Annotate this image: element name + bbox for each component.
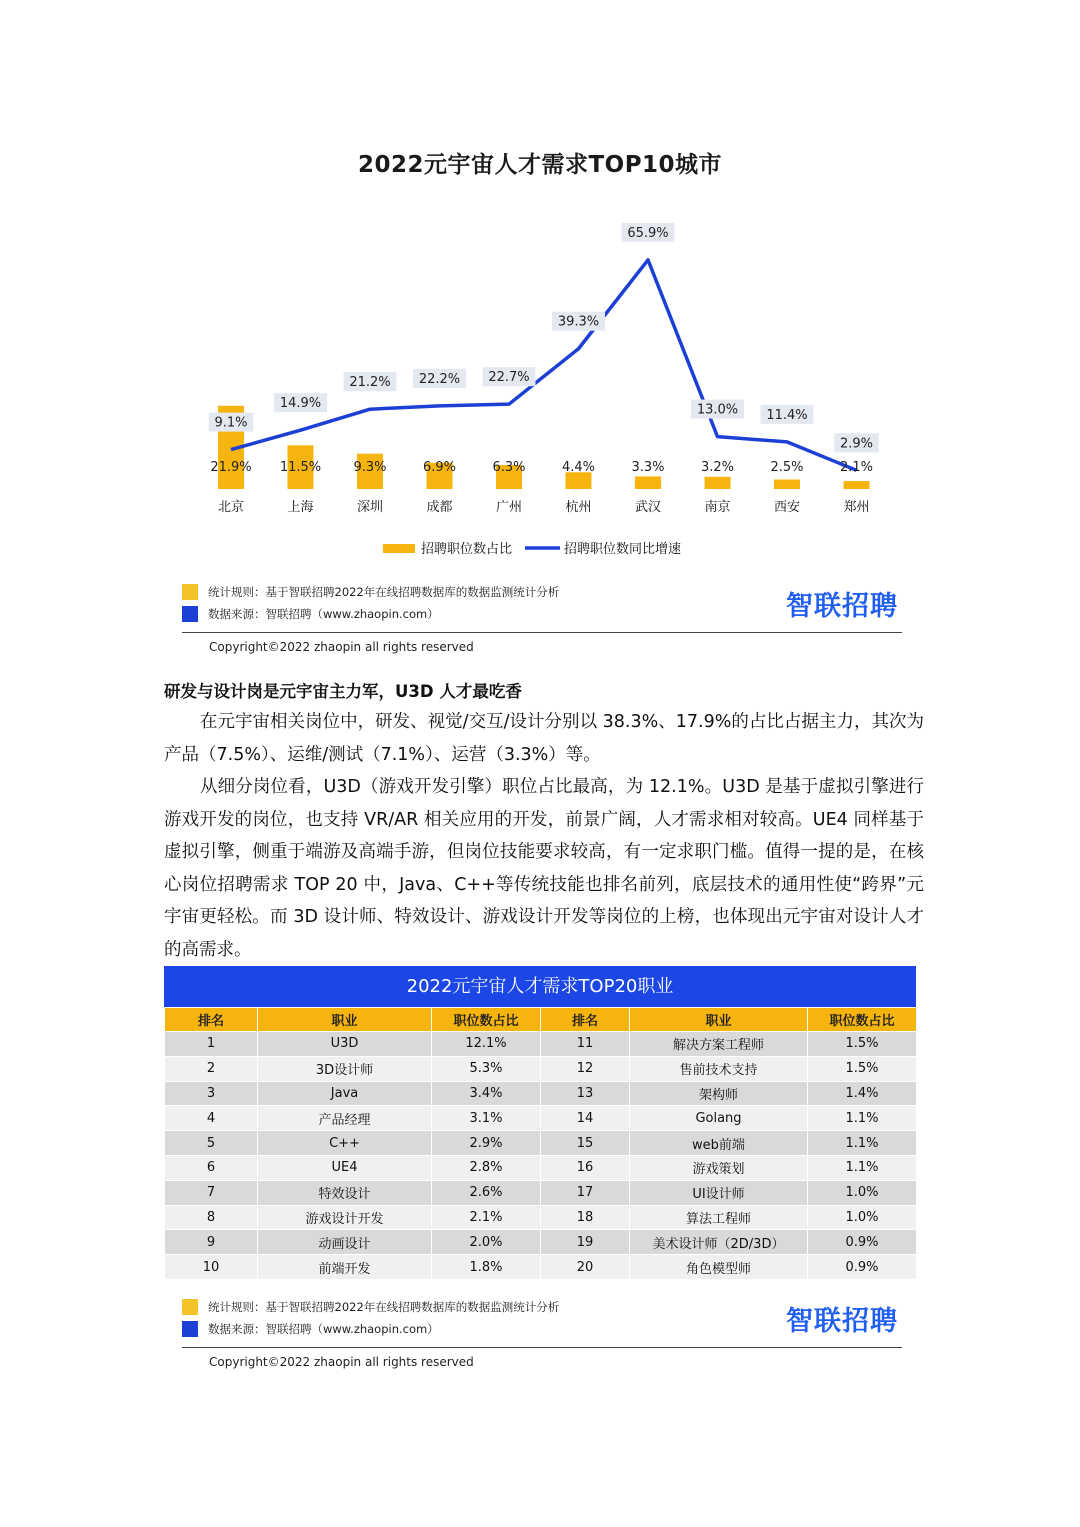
rank-cell: 20 bbox=[541, 1255, 630, 1280]
rank-cell: 6 bbox=[165, 1155, 258, 1180]
line-label: 65.9% bbox=[627, 225, 669, 241]
rank-cell: 10 bbox=[165, 1255, 258, 1280]
job-cell: Golang bbox=[630, 1106, 808, 1131]
share-cell: 1.1% bbox=[808, 1155, 917, 1180]
bar-label: 3.2% bbox=[700, 460, 735, 475]
line-series bbox=[231, 260, 857, 470]
divider bbox=[182, 632, 902, 633]
rank-cell: 3 bbox=[165, 1081, 258, 1106]
city-demand-chart bbox=[180, 195, 900, 565]
job-cell: 解决方案工程师 bbox=[630, 1032, 808, 1057]
header-share-1: 职位数占比 bbox=[432, 1008, 541, 1032]
line-label: 14.9% bbox=[279, 396, 322, 412]
job-cell: 角色模型师 bbox=[630, 1255, 808, 1280]
rank-cell: 17 bbox=[541, 1180, 630, 1205]
share-cell: 2.6% bbox=[432, 1180, 541, 1205]
rank-cell: 12 bbox=[541, 1056, 630, 1081]
zhaopin-logo: 智联招聘 bbox=[786, 1306, 898, 1337]
job-cell: UI设计师 bbox=[630, 1180, 808, 1205]
line-label: 22.2% bbox=[418, 371, 461, 387]
data-source-text: 数据来源：智联招聘（www.zhaopin.com） bbox=[208, 1322, 439, 1336]
share-cell: 0.9% bbox=[808, 1255, 917, 1280]
bar-label: 4.4% bbox=[561, 460, 596, 475]
legend-bar-swatch bbox=[383, 544, 415, 553]
zhaopin-logo: 智联招聘 bbox=[786, 591, 898, 622]
bar-label: 6.9% bbox=[422, 460, 457, 475]
share-cell: 12.1% bbox=[432, 1032, 541, 1057]
job-cell: 游戏策划 bbox=[630, 1155, 808, 1180]
job-cell: 售前技术支持 bbox=[630, 1056, 808, 1081]
job-cell: 前端开发 bbox=[258, 1255, 432, 1280]
category-label: 西安 bbox=[773, 500, 801, 515]
line-label: 11.4% bbox=[766, 407, 808, 423]
rank-cell: 18 bbox=[541, 1205, 630, 1230]
job-cell: U3D bbox=[258, 1032, 432, 1057]
chart-legend bbox=[383, 541, 681, 557]
bar-label: 11.5% bbox=[279, 460, 322, 475]
share-cell: 3.1% bbox=[432, 1106, 541, 1131]
share-cell: 5.3% bbox=[432, 1056, 541, 1081]
line-data-labels bbox=[209, 223, 879, 452]
table-body bbox=[165, 1032, 917, 1280]
share-cell: 1.5% bbox=[808, 1032, 917, 1057]
table-row bbox=[165, 1131, 917, 1156]
stat-rule-text: 统计规则：基于智联招聘2022年在线招聘数据库的数据监测统计分析 bbox=[208, 1300, 560, 1314]
table-row bbox=[165, 1205, 917, 1230]
table-row bbox=[165, 1081, 917, 1106]
rank-cell: 16 bbox=[541, 1155, 630, 1180]
table-row bbox=[165, 1180, 917, 1205]
rank-cell: 9 bbox=[165, 1230, 258, 1255]
jobs-table bbox=[164, 1007, 917, 1280]
table-row bbox=[165, 1155, 917, 1180]
copyright-text: Copyright©2022 zhaopin all rights reserved bbox=[209, 1355, 474, 1369]
growth-line bbox=[231, 260, 857, 470]
bar-南京 bbox=[705, 477, 731, 489]
header-rank-2: 排名 bbox=[541, 1008, 630, 1032]
category-label: 广州 bbox=[495, 500, 523, 515]
chart-title: 2022元宇宙人才需求TOP10城市 bbox=[357, 152, 723, 178]
table-header-row bbox=[165, 1008, 917, 1032]
category-label: 南京 bbox=[704, 500, 731, 515]
legend-line-label: 招聘职位数同比增速 bbox=[564, 542, 682, 557]
bar-data-labels bbox=[210, 460, 873, 475]
job-cell: 产品经理 bbox=[258, 1106, 432, 1131]
rank-cell: 4 bbox=[165, 1106, 258, 1131]
article-heading: 研发与设计岗是元宇宙主力军，U3D 人才最吃香 bbox=[164, 682, 522, 701]
table-row bbox=[165, 1255, 917, 1280]
yellow-legend-square bbox=[182, 584, 198, 600]
share-cell: 1.4% bbox=[808, 1081, 917, 1106]
line-label: 13.0% bbox=[696, 402, 739, 418]
rank-cell: 19 bbox=[541, 1230, 630, 1255]
share-cell: 2.0% bbox=[432, 1230, 541, 1255]
share-cell: 1.0% bbox=[808, 1180, 917, 1205]
job-cell: C++ bbox=[258, 1131, 432, 1156]
rank-cell: 15 bbox=[541, 1131, 630, 1156]
bar-武汉 bbox=[635, 476, 661, 489]
job-cell: 游戏设计开发 bbox=[258, 1205, 432, 1230]
line-label: 2.9% bbox=[839, 436, 874, 452]
job-cell: 算法工程师 bbox=[630, 1205, 808, 1230]
legend-bar-label: 招聘职位数占比 bbox=[421, 542, 513, 557]
category-label: 北京 bbox=[217, 500, 245, 515]
divider bbox=[182, 1347, 902, 1348]
rank-cell: 5 bbox=[165, 1131, 258, 1156]
job-cell: 3D设计师 bbox=[258, 1056, 432, 1081]
category-label: 成都 bbox=[426, 500, 453, 515]
category-labels bbox=[218, 499, 870, 515]
line-label: 22.7% bbox=[488, 370, 530, 386]
article-paragraph-2: 从细分岗位看，U3D（游戏开发引擎）职位占比最高，为 12.1%。U3D 是基于虚拟引擎进行游戏开发的岗位，也支持 VR/AR 相关应用的开发，前景广阔，人才需求相对较高。UE4 同样基于虚拟引擎，侧重于端游及高端手游，但岗位技能要求较高，有一定求职门槛。值得一提的是，在核心岗位招聘需求 TOP 20 中，Java、C++等传统技能也排名前列，底层技术的通用性使“跨界”元宇宙更轻松。而 3D 设计师、特效设计、游戏设计开发等岗位的上榜，也体现出元宇宙对设计人才的高需求。 bbox=[164, 777, 924, 960]
share-cell: 2.8% bbox=[432, 1155, 541, 1180]
table-row bbox=[165, 1032, 917, 1057]
header-job-2: 职业 bbox=[630, 1008, 808, 1032]
share-cell: 1.0% bbox=[808, 1205, 917, 1230]
rank-cell: 7 bbox=[165, 1180, 258, 1205]
rank-cell: 11 bbox=[541, 1032, 630, 1057]
header-job-1: 职业 bbox=[258, 1008, 432, 1032]
rank-cell: 2 bbox=[165, 1056, 258, 1081]
share-cell: 1.1% bbox=[808, 1131, 917, 1156]
blue-legend-square bbox=[182, 606, 198, 622]
bar-label: 6.3% bbox=[492, 460, 526, 475]
header-rank-1: 排名 bbox=[165, 1008, 258, 1032]
share-cell: 1.5% bbox=[808, 1056, 917, 1081]
share-cell: 1.8% bbox=[432, 1255, 541, 1280]
bar-郑州 bbox=[844, 481, 870, 489]
category-label: 郑州 bbox=[843, 500, 870, 515]
data-source-text: 数据来源：智联招聘（www.zhaopin.com） bbox=[208, 607, 439, 621]
table-row bbox=[165, 1230, 917, 1255]
share-cell: 2.9% bbox=[432, 1131, 541, 1156]
job-cell: 美术设计师（2D/3D） bbox=[630, 1230, 808, 1255]
job-cell: web前端 bbox=[630, 1131, 808, 1156]
table-title: 2022元宇宙人才需求TOP20职业 bbox=[164, 966, 916, 1007]
copyright-text: Copyright©2022 zhaopin all rights reserved bbox=[209, 640, 474, 654]
share-cell: 0.9% bbox=[808, 1230, 917, 1255]
job-cell: UE4 bbox=[258, 1155, 432, 1180]
header-share-2: 职位数占比 bbox=[808, 1008, 917, 1032]
job-cell: 特效设计 bbox=[258, 1180, 432, 1205]
category-label: 上海 bbox=[287, 500, 314, 515]
bar-西安 bbox=[774, 480, 800, 490]
top20-table bbox=[164, 966, 916, 1280]
article-paragraph-1: 在元宇宙相关岗位中，研发、视觉/交互/设计分别以 38.3%、17.9%的占比占据主力，其次为产品（7.5%）、运维/测试（7.1%）、运营（3.3%）等。 bbox=[164, 712, 924, 765]
category-label: 杭州 bbox=[565, 500, 592, 515]
bar-label: 3.3% bbox=[631, 460, 665, 475]
line-label: 21.2% bbox=[349, 375, 391, 391]
bar-label: 2.5% bbox=[770, 460, 804, 475]
rank-cell: 14 bbox=[541, 1106, 630, 1131]
job-cell: 动画设计 bbox=[258, 1230, 432, 1255]
bar-label: 21.9% bbox=[210, 460, 252, 475]
share-cell: 1.1% bbox=[808, 1106, 917, 1131]
share-cell: 3.4% bbox=[432, 1081, 541, 1106]
bar-label: 9.3% bbox=[353, 460, 387, 475]
bar-label: 2.1% bbox=[839, 460, 874, 475]
job-cell: Java bbox=[258, 1081, 432, 1106]
blue-legend-square bbox=[182, 1321, 198, 1337]
share-cell: 2.1% bbox=[432, 1205, 541, 1230]
job-cell: 架构师 bbox=[630, 1081, 808, 1106]
rank-cell: 13 bbox=[541, 1081, 630, 1106]
source-note-2 bbox=[182, 1297, 902, 1367]
yellow-legend-square bbox=[182, 1299, 198, 1315]
line-label: 39.3% bbox=[557, 314, 600, 330]
category-label: 深圳 bbox=[356, 500, 384, 515]
source-note-1 bbox=[182, 582, 902, 652]
table-row bbox=[165, 1106, 917, 1131]
stat-rule-text: 统计规则：基于智联招聘2022年在线招聘数据库的数据监测统计分析 bbox=[208, 585, 560, 599]
category-label: 武汉 bbox=[634, 500, 662, 515]
rank-cell: 8 bbox=[165, 1205, 258, 1230]
rank-cell: 1 bbox=[165, 1032, 258, 1057]
table-row bbox=[165, 1056, 917, 1081]
line-label: 9.1% bbox=[214, 415, 248, 431]
